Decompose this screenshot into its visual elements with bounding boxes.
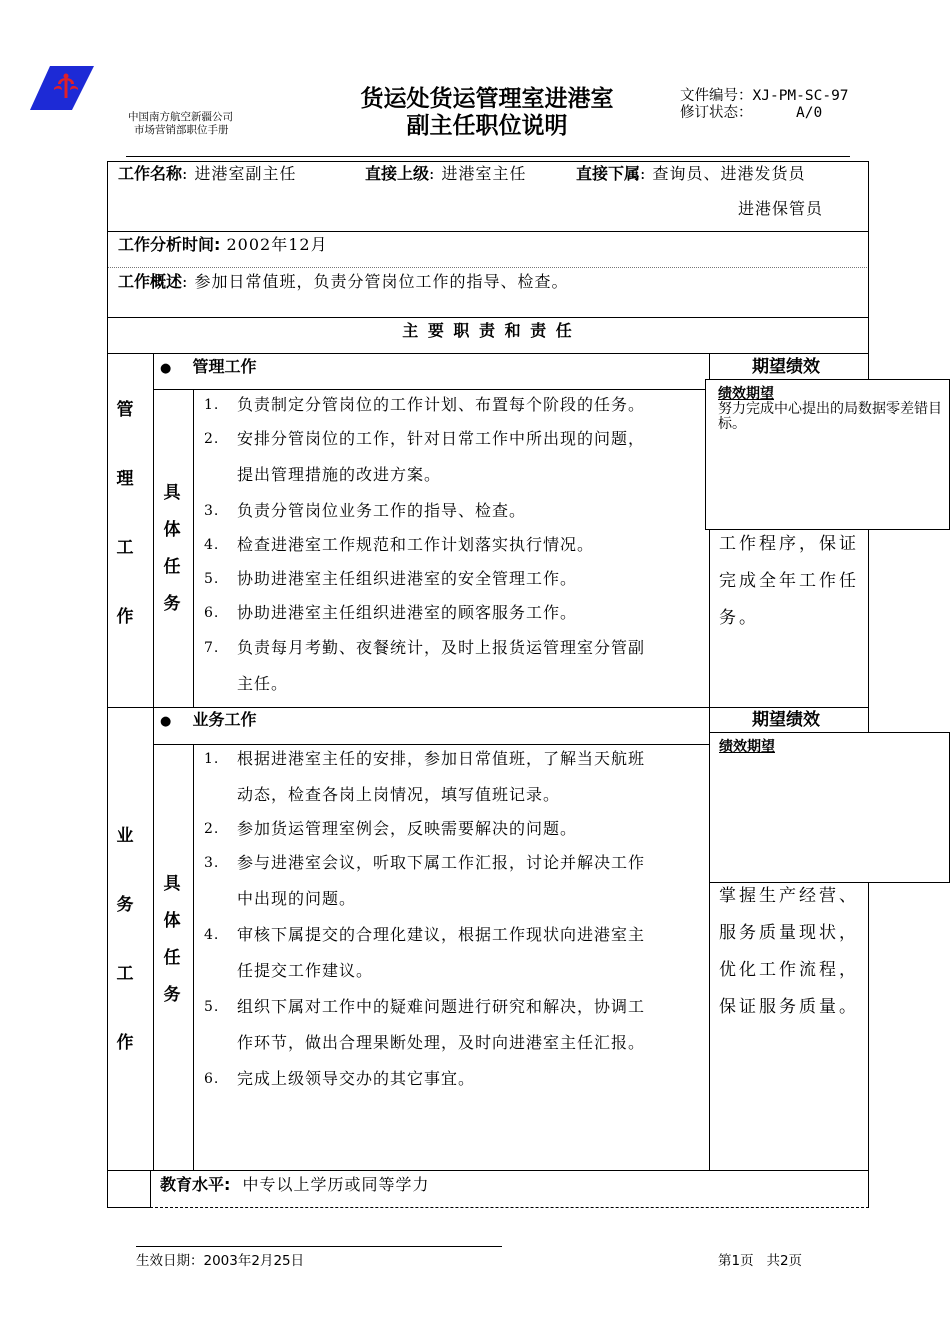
doc-title-line1: 货运处货运管理室进港室 [360, 86, 614, 112]
overview-label: 工作概述 [118, 272, 183, 291]
overview-value: 参加日常值班，负责分管岗位工作的指导、检查。 [194, 272, 569, 291]
business-side-label: 业 务 工 作 [116, 826, 134, 1053]
list-item: 4. 审核下属提交的合理化建议，根据工作现状向进港室主 任提交工作建议。 [204, 925, 646, 980]
analysis-time-value: 2002年12月 [226, 235, 328, 254]
overview-row: 工作概述: 参加日常值班，负责分管岗位工作的指导、检查。 [118, 272, 569, 291]
list-item: 6. 完成上级领导交办的其它事宜。 [204, 1069, 476, 1088]
effective-date: 生效日期：2003年2月25日 [136, 1253, 305, 1269]
education-value: 中专以上学历或同等学力 [242, 1175, 430, 1194]
footer-rule [136, 1246, 502, 1247]
list-item: 6. 协助进港室主任组织进港室的顾客服务工作。 [204, 603, 578, 622]
list-item: 4. 检查进港室工作规范和工作计划落实执行情况。 [204, 535, 595, 554]
list-item: 5. 协助进港室主任组织进港室的安全管理工作。 [204, 569, 578, 588]
page-number: 第1页 共2页 [718, 1253, 803, 1269]
doc-title-line2: 副主任职位说明 [406, 113, 568, 139]
bullet-icon: ● [160, 714, 173, 729]
superior-row: 直接上级: 进港室主任 [365, 164, 527, 183]
revision-label: 修订状态： [680, 105, 753, 121]
business-perf-text: 掌握生产经营、 服务质量现状， 优化工作流程， 保证服务质量。 [719, 886, 859, 1017]
header-rule [126, 156, 850, 157]
list-item: 2. 参加货运管理室例会，反映需要解决的问题。 [204, 819, 578, 838]
job-name-value: 进港室副主任 [194, 164, 297, 183]
business-perf-callout [709, 732, 950, 883]
business-heading: 业务工作 [192, 710, 257, 729]
job-name-row: 工作名称: 进港室副主任 [118, 164, 297, 183]
business-heading-row [160, 710, 256, 732]
superior-label: 直接上级 [365, 164, 430, 183]
job-name-label: 工作名称 [118, 164, 183, 183]
analysis-time-label: 工作分析时间: [118, 235, 221, 254]
subordinate-value-line2: 进港保管员 [738, 199, 824, 218]
business-tasks-label: 具 体 任 务 [163, 874, 181, 1005]
business-perf-heading: 期望绩效 [752, 710, 820, 730]
manual-name: 市场营销部职位手册 [134, 124, 229, 136]
business-perf-box-title: 绩效期望 [719, 739, 775, 755]
list-item: 3. 负责分管岗位业务工作的指导、检查。 [204, 501, 527, 520]
subordinate-label: 直接下属 [576, 164, 641, 183]
management-perf-text: 工作程序，保证 完成全年工作任 务。 [719, 534, 859, 628]
section-title: 主 要 职 责 和 责 任 [402, 321, 574, 340]
management-side-label: 管 理 工 作 [116, 400, 134, 627]
superior-value: 进港室主任 [441, 164, 527, 183]
management-heading-row [160, 357, 256, 379]
document-number: 文件编号：XJ-PM-SC-97 [680, 88, 849, 104]
subordinate-row: 直接下属: 查询员、进港发货员 [576, 164, 806, 183]
list-item: 5. 组织下属对工作中的疑难问题进行研究和解决，协调工 作环节，做出合理果断处理，及时向进港室主任汇报。 [204, 997, 646, 1052]
list-item: 7. 负责每月考勤、夜餐统计，及时上报货运管理室分管副 主任。 [204, 638, 646, 693]
management-perf-callout [705, 379, 950, 530]
education-row [160, 1175, 430, 1195]
list-item: 1. 根据进港室主任的安排，参加日常值班，了解当天航班 动态，检查各岗上岗情况，填写值班记录。 [204, 749, 646, 804]
analysis-time-row [118, 235, 328, 255]
list-item: 3. 参与进港室会议，听取下属工作汇报，讨论并解决工作 中出现的问题。 [204, 853, 646, 908]
management-heading: 管理工作 [192, 357, 257, 376]
management-perf-box-body: 努力完成中心提出的局数据零差错目标。 [718, 401, 942, 432]
management-perf-heading: 期望绩效 [752, 357, 820, 377]
management-tasks-label: 具 体 任 务 [163, 483, 181, 614]
subordinate-value: 查询员、进港发货员 [652, 164, 806, 183]
management-perf-box-title: 绩效期望 [718, 386, 774, 402]
list-item: 2. 安排分管岗位的工作，针对日常工作中所出现的问题， 提出管理措施的改进方案。 [204, 429, 646, 484]
company-name: 中国南方航空新疆公司 [128, 111, 233, 123]
bullet-icon: ● [160, 361, 173, 376]
company-logo-icon [28, 64, 98, 112]
revision-value: A/0 [796, 105, 823, 121]
education-label: 教育水平: [160, 1175, 231, 1194]
list-item: 1. 负责制定分管岗位的工作计划、布置每个阶段的任务。 [204, 395, 646, 414]
